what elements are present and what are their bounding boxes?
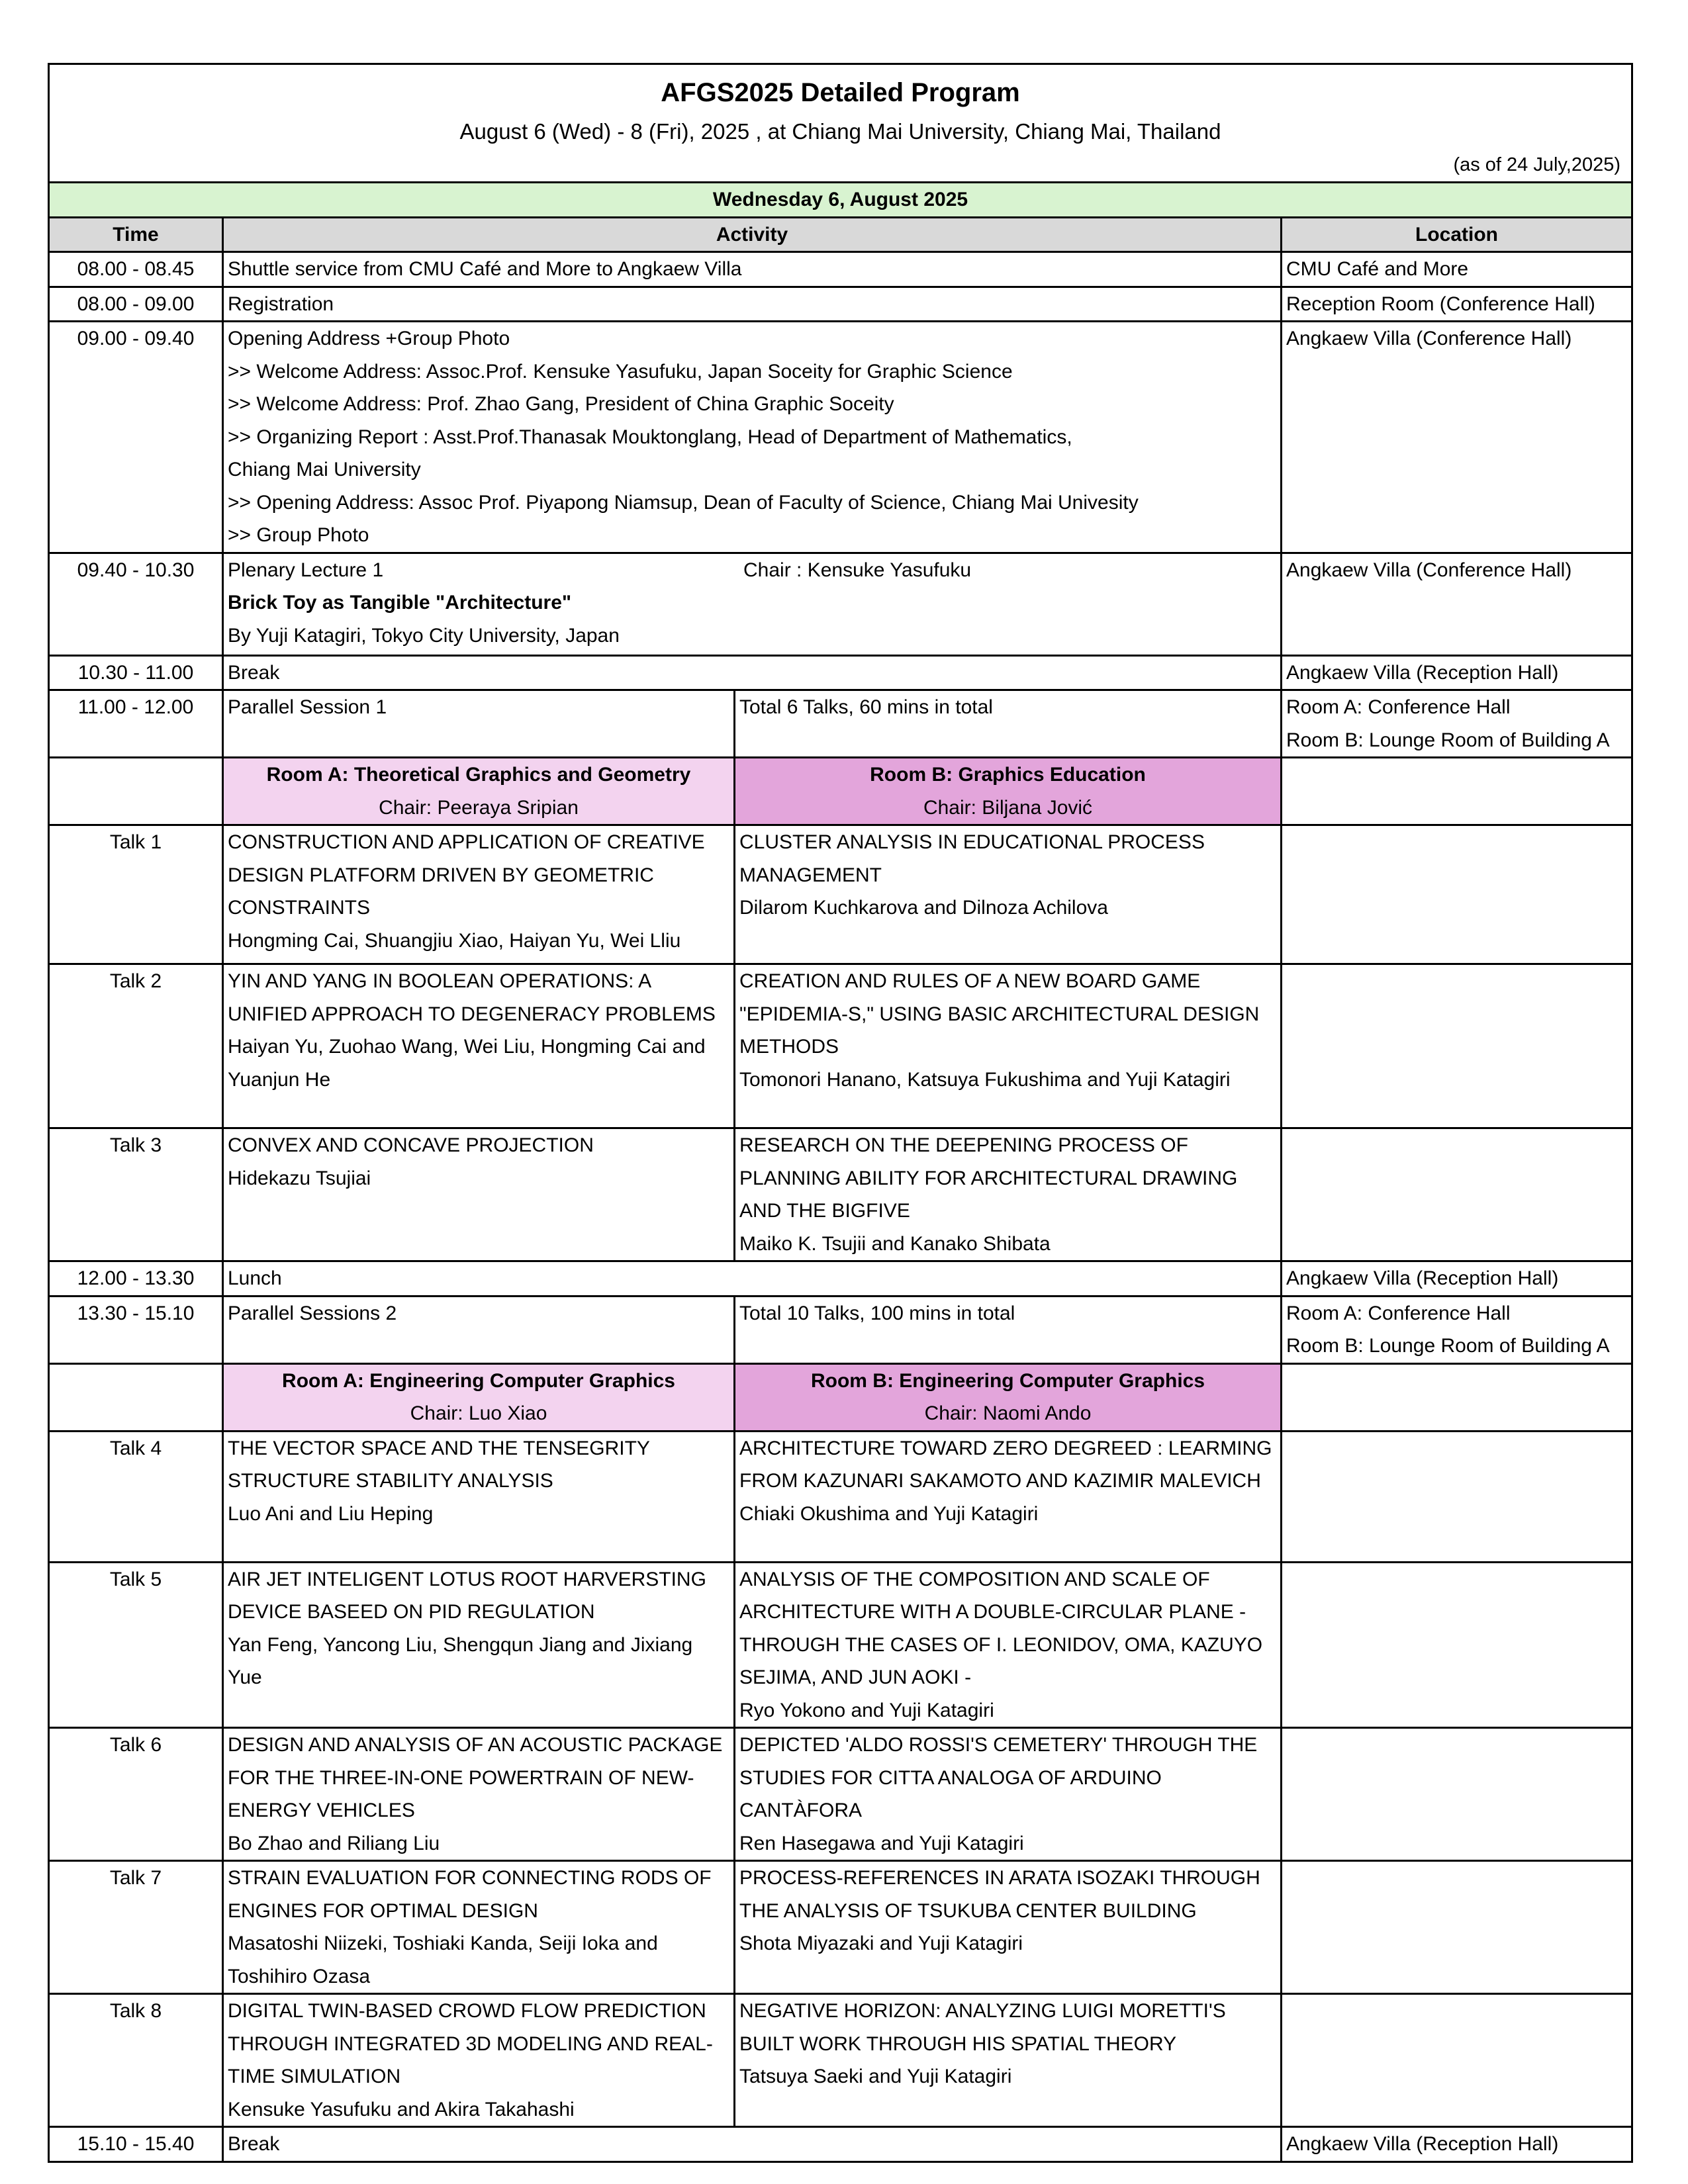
talk-room-a bbox=[223, 1861, 735, 1994]
talk-title-line: UNIFIED APPROACH TO DEGENERACY PROBLEMS bbox=[228, 1003, 716, 1025]
room-b-chair: Chair: Biljana Jović bbox=[923, 796, 1093, 819]
talk-label: Talk 1 bbox=[49, 825, 223, 964]
document-subtitle: August 6 (Wed) - 8 (Fri), 2025 , at Chiang Mai University, Chiang Mai, Thailand bbox=[459, 119, 1221, 144]
talk-authors: Luo Ani and Liu Heping bbox=[228, 1502, 434, 1525]
empty-cell bbox=[1282, 1363, 1632, 1431]
talk-title-line: DESIGN PLATFORM DRIVEN BY GEOMETRIC bbox=[228, 864, 654, 886]
talk-authors: Yue bbox=[228, 1666, 262, 1688]
talk-title-line: BUILT WORK THROUGH HIS SPATIAL THEORY bbox=[739, 2032, 1177, 2055]
location-cell: Angkaew Villa (Reception Hall) bbox=[1282, 1261, 1632, 1297]
document-title: AFGS2025 Detailed Program bbox=[661, 78, 1020, 107]
talk-room-b bbox=[735, 1861, 1282, 1994]
room-b-header bbox=[735, 758, 1282, 825]
room-a-chair: Chair: Peeraya Sripian bbox=[379, 796, 579, 819]
talk-authors: Tomonori Hanano, Katsuya Fukushima and Yuji Katagiri bbox=[739, 1068, 1231, 1091]
table-row bbox=[49, 1296, 1632, 1363]
talk-label: Talk 8 bbox=[49, 1994, 223, 2127]
program-table bbox=[48, 63, 1633, 2163]
time-cell: 11.00 - 12.00 bbox=[49, 690, 223, 758]
time-cell: 08.00 - 09.00 bbox=[49, 287, 223, 322]
talk-room-a bbox=[223, 1994, 735, 2127]
opening-line: >> Welcome Address: Prof. Zhao Gang, President of China Graphic Soceity bbox=[228, 393, 894, 415]
talk-room-b bbox=[735, 1728, 1282, 1861]
talk-row bbox=[49, 1728, 1632, 1861]
location-room-b: Room B: Lounge Room of Building A bbox=[1286, 729, 1610, 751]
talk-title-line: STUDIES FOR CITTA ANALOGA OF ARDUINO bbox=[739, 1766, 1162, 1789]
talk-label: Talk 4 bbox=[49, 1431, 223, 1562]
talk-room-b bbox=[735, 1431, 1282, 1562]
room-a-title: Room A: Engineering Computer Graphics bbox=[282, 1369, 675, 1392]
room-b-chair: Chair: Naomi Ando bbox=[924, 1402, 1092, 1424]
talk-title-line: AND THE BIGFIVE bbox=[739, 1200, 910, 1222]
time-cell: 13.30 - 15.10 bbox=[49, 1296, 223, 1363]
plenary-speaker: By Yuji Katagiri, Tokyo City University, Japan bbox=[228, 624, 620, 647]
talk-title-line: Masatoshi Niizeki, Toshiaki Kanda, Seiji Ioka and bbox=[228, 1933, 658, 1954]
talk-title-line: NEGATIVE HORIZON: ANALYZING LUIGI MORETTI'S bbox=[739, 2000, 1226, 2022]
column-header-location: Location bbox=[1282, 217, 1632, 252]
activity-cell: Registration bbox=[223, 287, 1282, 322]
opening-line: >> Opening Address: Assoc Prof. Piyapong Niamsup, Dean of Faculty of Science, Chiang Mai Univesity bbox=[228, 491, 1139, 514]
talk-room-a bbox=[223, 1431, 735, 1562]
opening-line: >> Organizing Report : Asst.Prof.Thanasak Mouktonglang, Head of Department of Mathematics, bbox=[228, 426, 1072, 448]
location-room-a: Room A: Conference Hall bbox=[1286, 1302, 1511, 1324]
talk-authors: Shota Miyazaki and Yuji Katagiri bbox=[739, 1933, 1023, 1954]
location-cell bbox=[1282, 1296, 1632, 1363]
time-cell: 09.00 - 09.40 bbox=[49, 322, 223, 553]
talk-title-line: PLANNING ABILITY FOR ARCHITECTURAL DRAWING bbox=[739, 1167, 1238, 1189]
talk-title-line: DEVICE BASEED ON PID REGULATION bbox=[228, 1601, 595, 1623]
talk-row bbox=[49, 1861, 1632, 1994]
talk-title-line: Yan Feng, Yancong Liu, Shengqun Jiang and Jixiang bbox=[228, 1633, 693, 1656]
plenary-title: Brick Toy as Tangible "Architecture" bbox=[228, 592, 572, 614]
talk-room-a bbox=[223, 1728, 735, 1861]
opening-line: Opening Address +Group Photo bbox=[228, 328, 510, 349]
time-cell: 10.30 - 11.00 bbox=[49, 655, 223, 690]
empty-cell bbox=[49, 758, 223, 825]
talk-title-line: DESIGN AND ANALYSIS OF AN ACOUSTIC PACKAGE bbox=[228, 1734, 723, 1756]
talk-title-line: RESEARCH ON THE DEEPENING PROCESS OF bbox=[739, 1134, 1188, 1156]
empty-cell bbox=[49, 1363, 223, 1431]
activity-cell: Break bbox=[223, 655, 1282, 690]
talk-title-line: PROCESS-REFERENCES IN ARATA ISOZAKI THROUGH bbox=[739, 1867, 1260, 1889]
talk-title-line: ARCHITECTURE TOWARD ZERO DEGREED : LEARMING bbox=[739, 1437, 1272, 1459]
talk-room-b bbox=[735, 964, 1282, 1128]
location-cell: Angkaew Villa (Reception Hall) bbox=[1282, 655, 1632, 690]
talk-title-line: CONSTRAINTS bbox=[228, 897, 371, 919]
table-row bbox=[49, 2127, 1632, 2162]
time-cell: 08.00 - 08.45 bbox=[49, 252, 223, 287]
talk-authors: Hidekazu Tsujiai bbox=[228, 1167, 371, 1189]
talk-authors: Chiaki Okushima and Yuji Katagiri bbox=[739, 1502, 1039, 1525]
activity-cell: Shuttle service from CMU Café and More to Angkaew Villa bbox=[223, 252, 1282, 287]
empty-cell bbox=[1282, 1128, 1632, 1261]
talk-title-line: TIME SIMULATION bbox=[228, 2066, 401, 2087]
table-row bbox=[49, 1261, 1632, 1297]
talk-title-line: CREATION AND RULES OF A NEW BOARD GAME bbox=[739, 970, 1201, 992]
talk-row bbox=[49, 964, 1632, 1128]
talk-room-a bbox=[223, 825, 735, 964]
location-cell: Reception Room (Conference Hall) bbox=[1282, 287, 1632, 322]
talk-title-line: CONVEX AND CONCAVE PROJECTION bbox=[228, 1134, 594, 1156]
plenary-label: Plenary Lecture 1 bbox=[228, 559, 384, 581]
talk-room-a bbox=[223, 1562, 735, 1728]
table-row bbox=[49, 655, 1632, 690]
talk-title-line: AIR JET INTELIGENT LOTUS ROOT HARVERSTING bbox=[228, 1568, 706, 1590]
session-total: Total 10 Talks, 100 mins in total bbox=[735, 1296, 1282, 1363]
opening-line: >> Group Photo bbox=[228, 524, 369, 546]
empty-cell bbox=[1282, 1861, 1632, 1994]
talk-title-line: STRUCTURE STABILITY ANALYSIS bbox=[228, 1470, 553, 1492]
talk-authors: Yuanjun He bbox=[228, 1068, 331, 1091]
talk-title-line: CONSTRUCTION AND APPLICATION OF CREATIVE bbox=[228, 831, 705, 853]
talk-title-line: ENGINES FOR OPTIMAL DESIGN bbox=[228, 1899, 538, 1922]
location-cell: CMU Café and More bbox=[1282, 252, 1632, 287]
talk-title-line: YIN AND YANG IN BOOLEAN OPERATIONS: A bbox=[228, 970, 652, 992]
talk-authors: Toshihiro Ozasa bbox=[228, 1965, 371, 1987]
talk-title-line: CLUSTER ANALYSIS IN EDUCATIONAL PROCESS bbox=[739, 831, 1205, 853]
talk-title-line: "EPIDEMIA-S," USING BASIC ARCHITECTURAL DESIGN bbox=[739, 1003, 1260, 1025]
as-of-date: (as of 24 July,2025) bbox=[1453, 154, 1620, 175]
talk-room-b bbox=[735, 1128, 1282, 1261]
empty-cell bbox=[1282, 964, 1632, 1128]
empty-cell bbox=[1282, 1431, 1632, 1562]
column-header-time: Time bbox=[49, 217, 223, 252]
talk-title-line: ENERGY VEHICLES bbox=[228, 1799, 415, 1821]
talk-title-line: DEPICTED 'ALDO ROSSI'S CEMETERY' THROUGH THE bbox=[739, 1734, 1258, 1756]
talk-title-line: FROM KAZUNARI SAKAMOTO AND KAZIMIR MALEVICH bbox=[739, 1470, 1261, 1492]
room-a-title: Room A: Theoretical Graphics and Geometry bbox=[266, 764, 691, 786]
talk-title-line: Haiyan Yu, Zuohao Wang, Wei Liu, Hongming Cai and bbox=[228, 1036, 706, 1058]
session-total: Total 6 Talks, 60 mins in total bbox=[735, 690, 1282, 758]
opening-line: >> Welcome Address: Assoc.Prof. Kensuke Yasufuku, Japan Soceity for Graphic Science bbox=[228, 360, 1013, 383]
talk-authors: Hongming Cai, Shuangjiu Xiao, Haiyan Yu, Wei Lliu bbox=[228, 929, 681, 952]
room-a-header bbox=[223, 758, 735, 825]
location-cell: Angkaew Villa (Reception Hall) bbox=[1282, 2127, 1632, 2162]
activity-cell: Break bbox=[223, 2127, 1282, 2162]
talk-title-line: ARCHITECTURE WITH A DOUBLE-CIRCULAR PLANE - bbox=[739, 1601, 1246, 1623]
talk-label: Talk 2 bbox=[49, 964, 223, 1128]
talk-title-line: DIGITAL TWIN-BASED CROWD FLOW PREDICTION bbox=[228, 2000, 706, 2022]
activity-cell bbox=[223, 322, 1282, 553]
location-room-b: Room B: Lounge Room of Building A bbox=[1286, 1335, 1610, 1357]
plenary-chair: Chair : Kensuke Yasufuku bbox=[743, 559, 972, 581]
location-room-a: Room A: Conference Hall bbox=[1286, 696, 1511, 718]
table-row bbox=[49, 252, 1632, 287]
talk-title-line: STRAIN EVALUATION FOR CONNECTING RODS OF bbox=[228, 1867, 712, 1889]
location-cell bbox=[1282, 690, 1632, 758]
day-heading: Wednesday 6, August 2025 bbox=[49, 183, 1632, 218]
table-row bbox=[49, 287, 1632, 322]
talk-title-line: CANTÀFORA bbox=[739, 1799, 863, 1821]
talk-authors: Kensuke Yasufuku and Akira Takahashi bbox=[228, 2098, 575, 2120]
talk-authors: Bo Zhao and Riliang Liu bbox=[228, 1832, 440, 1854]
talk-title-line: SEJIMA, AND JUN AOKI - bbox=[739, 1666, 972, 1688]
empty-cell bbox=[1282, 1728, 1632, 1861]
time-cell: 09.40 - 10.30 bbox=[49, 553, 223, 655]
time-cell: 15.10 - 15.40 bbox=[49, 2127, 223, 2162]
talk-label: Talk 5 bbox=[49, 1562, 223, 1728]
talk-title-line: ANALYSIS OF THE COMPOSITION AND SCALE OF bbox=[739, 1568, 1210, 1590]
location-cell: Angkaew Villa (Conference Hall) bbox=[1282, 553, 1632, 655]
empty-cell bbox=[1282, 1562, 1632, 1728]
talk-authors: Ryo Yokono and Yuji Katagiri bbox=[739, 1699, 994, 1721]
talk-title-line: THROUGH INTEGRATED 3D MODELING AND REAL- bbox=[228, 2032, 713, 2055]
table-row bbox=[49, 553, 1632, 655]
room-a-header bbox=[223, 1363, 735, 1431]
talk-title-line: MANAGEMENT bbox=[739, 864, 882, 886]
talk-authors: Ren Hasegawa and Yuji Katagiri bbox=[739, 1832, 1024, 1854]
empty-cell bbox=[1282, 1994, 1632, 2127]
empty-cell bbox=[1282, 758, 1632, 825]
talk-title-line: THROUGH THE CASES OF I. LEONIDOV, OMA, KAZUYO bbox=[739, 1633, 1263, 1656]
header-cell bbox=[49, 64, 1632, 183]
opening-line: Chiang Mai University bbox=[228, 459, 421, 480]
talk-title-line: METHODS bbox=[739, 1036, 839, 1058]
activity-cell: Lunch bbox=[223, 1261, 1282, 1297]
talk-authors: Maiko K. Tsujii and Kanako Shibata bbox=[739, 1232, 1051, 1255]
session-label: Parallel Sessions 2 bbox=[223, 1296, 735, 1363]
room-a-chair: Chair: Luo Xiao bbox=[410, 1402, 547, 1424]
activity-cell bbox=[223, 553, 1282, 655]
talk-row bbox=[49, 1128, 1632, 1261]
talk-row bbox=[49, 1562, 1632, 1728]
room-header-row bbox=[49, 1363, 1632, 1431]
talk-title-line: THE VECTOR SPACE AND THE TENSEGRITY bbox=[228, 1437, 650, 1459]
column-header-activity: Activity bbox=[223, 217, 1282, 252]
room-b-title: Room B: Graphics Education bbox=[870, 764, 1146, 786]
talk-room-a bbox=[223, 964, 735, 1128]
talk-room-a bbox=[223, 1128, 735, 1261]
talk-row bbox=[49, 825, 1632, 964]
talk-row bbox=[49, 1431, 1632, 1562]
talk-authors: Dilarom Kuchkarova and Dilnoza Achilova bbox=[739, 897, 1108, 919]
talk-label: Talk 3 bbox=[49, 1128, 223, 1261]
session-label: Parallel Session 1 bbox=[223, 690, 735, 758]
empty-cell bbox=[1282, 825, 1632, 964]
room-header-row bbox=[49, 758, 1632, 825]
talk-row bbox=[49, 1994, 1632, 2127]
talk-label: Talk 6 bbox=[49, 1728, 223, 1861]
table-row bbox=[49, 322, 1632, 553]
talk-label: Talk 7 bbox=[49, 1861, 223, 1994]
talk-title-line: THE ANALYSIS OF TSUKUBA CENTER BUILDING bbox=[739, 1899, 1197, 1922]
talk-room-b bbox=[735, 1562, 1282, 1728]
room-b-header bbox=[735, 1363, 1282, 1431]
talk-room-b bbox=[735, 825, 1282, 964]
room-b-title: Room B: Engineering Computer Graphics bbox=[810, 1369, 1205, 1392]
talk-room-b bbox=[735, 1994, 1282, 2127]
table-row bbox=[49, 690, 1632, 758]
location-cell: Angkaew Villa (Conference Hall) bbox=[1282, 322, 1632, 553]
talk-authors: Tatsuya Saeki and Yuji Katagiri bbox=[739, 2066, 1012, 2087]
time-cell: 12.00 - 13.30 bbox=[49, 1261, 223, 1297]
talk-title-line: FOR THE THREE-IN-ONE POWERTRAIN OF NEW- bbox=[228, 1766, 694, 1789]
